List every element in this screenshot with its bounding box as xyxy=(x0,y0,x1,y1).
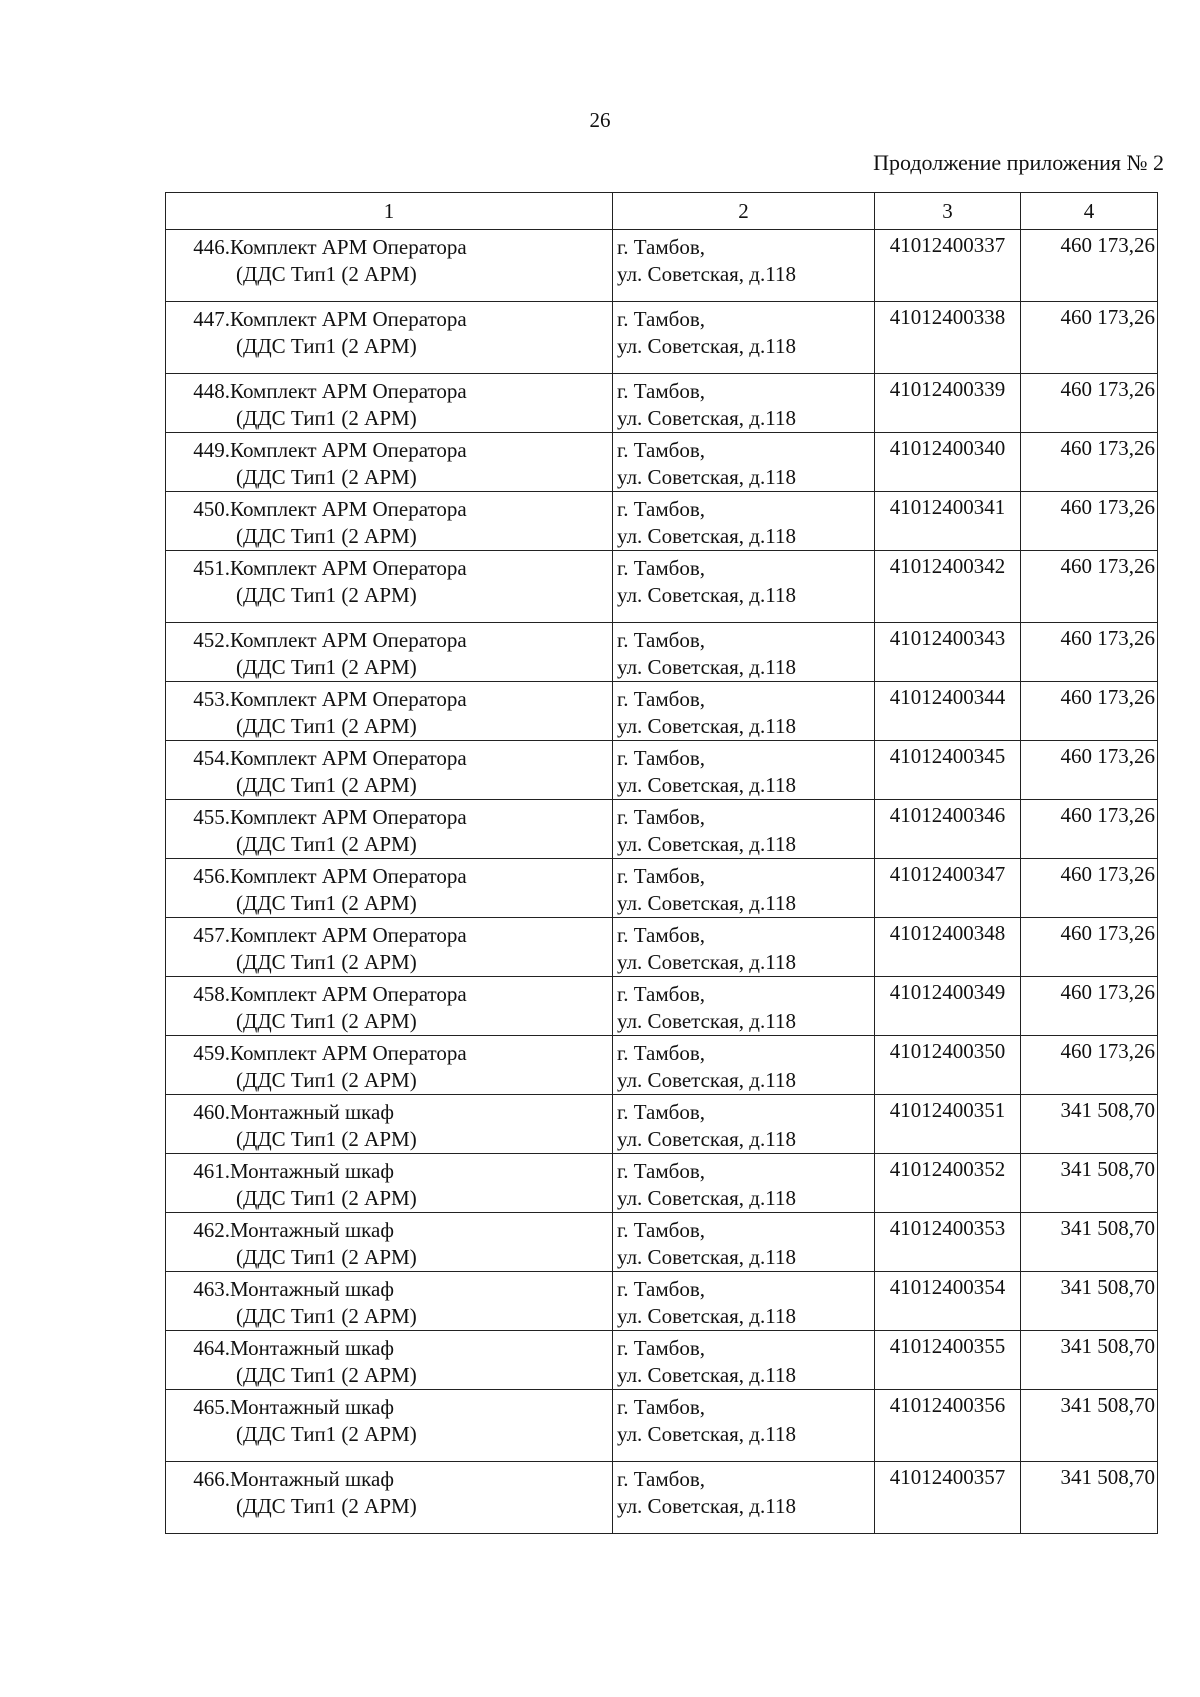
item-name: Комплект АРМ Оператора xyxy=(230,628,467,652)
table-row xyxy=(166,918,1158,977)
continuation-heading: Продолжение приложения № 2 xyxy=(873,150,1164,175)
item-subtitle: (ДДС Тип1 (2 АРМ) xyxy=(236,583,417,607)
item-number: 461. xyxy=(193,1159,230,1183)
address-city: г. Тамбов, xyxy=(617,1041,706,1065)
item-name: Комплект АРМ Оператора xyxy=(230,497,467,521)
item-name: Комплект АРМ Оператора xyxy=(230,438,467,462)
item-name-cell xyxy=(166,741,613,800)
address-cell xyxy=(613,1462,875,1534)
item-number: 453. xyxy=(193,687,230,711)
item-number: 452. xyxy=(193,628,230,652)
address-street: ул. Советская, д.118 xyxy=(617,406,796,430)
address-city: г. Тамбов, xyxy=(617,497,706,521)
item-number: 457. xyxy=(193,923,230,947)
item-name-cell xyxy=(166,682,613,741)
item-name-cell xyxy=(166,977,613,1036)
item-name: Комплект АРМ Оператора xyxy=(230,235,467,259)
item-subtitle: (ДДС Тип1 (2 АРМ) xyxy=(236,832,417,856)
item-name: Комплект АРМ Оператора xyxy=(230,864,467,888)
item-name-cell xyxy=(166,800,613,859)
table-row xyxy=(166,800,1158,859)
asset-table xyxy=(165,192,1158,1534)
item-name-cell xyxy=(166,302,613,374)
table-row xyxy=(166,1036,1158,1095)
item-subtitle: (ДДС Тип1 (2 АРМ) xyxy=(236,334,417,358)
item-name-cell xyxy=(166,492,613,551)
table-row xyxy=(166,1331,1158,1390)
table-body xyxy=(166,230,1158,1534)
item-name: Комплект АРМ Оператора xyxy=(230,805,467,829)
inventory-number: 41012400354 xyxy=(875,1272,1021,1331)
item-name: Комплект АРМ Оператора xyxy=(230,746,467,770)
item-name-cell xyxy=(166,1095,613,1154)
table-row xyxy=(166,741,1158,800)
item-name-cell xyxy=(166,1390,613,1462)
table-row xyxy=(166,492,1158,551)
inventory-number: 41012400338 xyxy=(875,302,1021,374)
item-name: Монтажный шкаф xyxy=(230,1159,394,1183)
address-cell xyxy=(613,1154,875,1213)
inventory-number: 41012400351 xyxy=(875,1095,1021,1154)
address-street: ул. Советская, д.118 xyxy=(617,465,796,489)
address-street: ул. Советская, д.118 xyxy=(617,1186,796,1210)
table-row xyxy=(166,230,1158,302)
address-street: ул. Советская, д.118 xyxy=(617,1363,796,1387)
address-street: ул. Советская, д.118 xyxy=(617,1245,796,1269)
address-street: ул. Советская, д.118 xyxy=(617,583,796,607)
address-cell xyxy=(613,800,875,859)
address-street: ул. Советская, д.118 xyxy=(617,950,796,974)
item-number: 458. xyxy=(193,982,230,1006)
item-price: 341 508,70 xyxy=(1021,1154,1158,1213)
address-city: г. Тамбов, xyxy=(617,628,706,652)
address-cell xyxy=(613,433,875,492)
address-cell xyxy=(613,682,875,741)
item-name-cell xyxy=(166,374,613,433)
address-street: ул. Советская, д.118 xyxy=(617,1494,796,1518)
item-name: Комплект АРМ Оператора xyxy=(230,307,467,331)
address-street: ул. Советская, д.118 xyxy=(617,334,796,358)
item-price: 341 508,70 xyxy=(1021,1390,1158,1462)
item-subtitle: (ДДС Тип1 (2 АРМ) xyxy=(236,1186,417,1210)
table-row xyxy=(166,374,1158,433)
item-subtitle: (ДДС Тип1 (2 АРМ) xyxy=(236,655,417,679)
address-street: ул. Советская, д.118 xyxy=(617,1422,796,1446)
item-price: 341 508,70 xyxy=(1021,1095,1158,1154)
column-header-1: 1 xyxy=(166,193,613,230)
item-subtitle: (ДДС Тип1 (2 АРМ) xyxy=(236,1422,417,1446)
item-name: Комплект АРМ Оператора xyxy=(230,923,467,947)
inventory-number: 41012400337 xyxy=(875,230,1021,302)
table-row xyxy=(166,302,1158,374)
address-city: г. Тамбов, xyxy=(617,805,706,829)
item-subtitle: (ДДС Тип1 (2 АРМ) xyxy=(236,773,417,797)
item-name-cell xyxy=(166,623,613,682)
item-subtitle: (ДДС Тип1 (2 АРМ) xyxy=(236,1009,417,1033)
header-row xyxy=(166,193,1158,230)
item-price: 460 173,26 xyxy=(1021,741,1158,800)
address-cell xyxy=(613,1095,875,1154)
address-street: ул. Советская, д.118 xyxy=(617,1304,796,1328)
address-cell xyxy=(613,492,875,551)
address-city: г. Тамбов, xyxy=(617,235,706,259)
item-price: 460 173,26 xyxy=(1021,230,1158,302)
address-cell xyxy=(613,551,875,623)
item-number: 460. xyxy=(193,1100,230,1124)
item-name: Монтажный шкаф xyxy=(230,1277,394,1301)
address-cell xyxy=(613,977,875,1036)
address-street: ул. Советская, д.118 xyxy=(617,714,796,738)
address-street: ул. Советская, д.118 xyxy=(617,1009,796,1033)
item-name: Монтажный шкаф xyxy=(230,1218,394,1242)
table-row xyxy=(166,682,1158,741)
item-name: Комплект АРМ Оператора xyxy=(230,379,467,403)
address-street: ул. Советская, д.118 xyxy=(617,524,796,548)
inventory-number: 41012400340 xyxy=(875,433,1021,492)
item-price: 460 173,26 xyxy=(1021,623,1158,682)
item-number: 464. xyxy=(193,1336,230,1360)
item-price: 460 173,26 xyxy=(1021,302,1158,374)
item-name-cell xyxy=(166,918,613,977)
address-city: г. Тамбов, xyxy=(617,923,706,947)
item-name-cell xyxy=(166,1213,613,1272)
item-name: Монтажный шкаф xyxy=(230,1467,394,1491)
item-number: 448. xyxy=(193,379,230,403)
address-city: г. Тамбов, xyxy=(617,307,706,331)
item-name-cell xyxy=(166,433,613,492)
item-subtitle: (ДДС Тип1 (2 АРМ) xyxy=(236,1245,417,1269)
inventory-number: 41012400346 xyxy=(875,800,1021,859)
address-cell xyxy=(613,1272,875,1331)
inventory-number: 41012400341 xyxy=(875,492,1021,551)
table-row xyxy=(166,433,1158,492)
inventory-number: 41012400347 xyxy=(875,859,1021,918)
address-city: г. Тамбов, xyxy=(617,746,706,770)
item-name: Комплект АРМ Оператора xyxy=(230,687,467,711)
address-cell xyxy=(613,374,875,433)
item-number: 455. xyxy=(193,805,230,829)
item-price: 460 173,26 xyxy=(1021,492,1158,551)
inventory-number: 41012400343 xyxy=(875,623,1021,682)
address-street: ул. Советская, д.118 xyxy=(617,655,796,679)
inventory-number: 41012400357 xyxy=(875,1462,1021,1534)
item-name: Комплект АРМ Оператора xyxy=(230,982,467,1006)
table-row xyxy=(166,1272,1158,1331)
item-name: Монтажный шкаф xyxy=(230,1336,394,1360)
item-price: 341 508,70 xyxy=(1021,1462,1158,1534)
address-city: г. Тамбов, xyxy=(617,982,706,1006)
column-header-3: 3 xyxy=(875,193,1021,230)
item-number: 449. xyxy=(193,438,230,462)
address-cell xyxy=(613,1213,875,1272)
address-city: г. Тамбов, xyxy=(617,687,706,711)
table-row xyxy=(166,1095,1158,1154)
item-price: 460 173,26 xyxy=(1021,682,1158,741)
item-name-cell xyxy=(166,1154,613,1213)
item-number: 454. xyxy=(193,746,230,770)
table-row xyxy=(166,1154,1158,1213)
inventory-number: 41012400352 xyxy=(875,1154,1021,1213)
address-cell xyxy=(613,1331,875,1390)
address-city: г. Тамбов, xyxy=(617,1159,706,1183)
address-street: ул. Советская, д.118 xyxy=(617,773,796,797)
item-name-cell xyxy=(166,230,613,302)
inventory-number: 41012400348 xyxy=(875,918,1021,977)
item-subtitle: (ДДС Тип1 (2 АРМ) xyxy=(236,262,417,286)
inventory-number: 41012400342 xyxy=(875,551,1021,623)
address-city: г. Тамбов, xyxy=(617,1277,706,1301)
item-name: Комплект АРМ Оператора xyxy=(230,556,467,580)
table-row xyxy=(166,1462,1158,1534)
item-subtitle: (ДДС Тип1 (2 АРМ) xyxy=(236,1127,417,1151)
address-cell xyxy=(613,918,875,977)
address-city: г. Тамбов, xyxy=(617,1336,706,1360)
table-row xyxy=(166,623,1158,682)
page-number: 26 xyxy=(589,108,611,132)
item-number: 463. xyxy=(193,1277,230,1301)
item-subtitle: (ДДС Тип1 (2 АРМ) xyxy=(236,406,417,430)
inventory-number: 41012400345 xyxy=(875,741,1021,800)
address-cell xyxy=(613,302,875,374)
address-street: ул. Советская, д.118 xyxy=(617,1068,796,1092)
address-cell xyxy=(613,859,875,918)
inventory-number: 41012400355 xyxy=(875,1331,1021,1390)
address-city: г. Тамбов, xyxy=(617,864,706,888)
item-price: 460 173,26 xyxy=(1021,551,1158,623)
address-street: ул. Советская, д.118 xyxy=(617,832,796,856)
inventory-number: 41012400339 xyxy=(875,374,1021,433)
item-name-cell xyxy=(166,1462,613,1534)
item-price: 460 173,26 xyxy=(1021,918,1158,977)
item-price: 341 508,70 xyxy=(1021,1331,1158,1390)
address-street: ул. Советская, д.118 xyxy=(617,1127,796,1151)
item-name-cell xyxy=(166,859,613,918)
table-row xyxy=(166,859,1158,918)
item-subtitle: (ДДС Тип1 (2 АРМ) xyxy=(236,1304,417,1328)
item-subtitle: (ДДС Тип1 (2 АРМ) xyxy=(236,891,417,915)
item-number: 456. xyxy=(193,864,230,888)
item-price: 460 173,26 xyxy=(1021,374,1158,433)
table-row xyxy=(166,1390,1158,1462)
item-price: 341 508,70 xyxy=(1021,1272,1158,1331)
address-city: г. Тамбов, xyxy=(617,1467,706,1491)
item-price: 460 173,26 xyxy=(1021,977,1158,1036)
item-name: Монтажный шкаф xyxy=(230,1395,394,1419)
item-subtitle: (ДДС Тип1 (2 АРМ) xyxy=(236,1494,417,1518)
item-name-cell xyxy=(166,1272,613,1331)
item-price: 460 173,26 xyxy=(1021,1036,1158,1095)
column-header-2: 2 xyxy=(613,193,875,230)
item-price: 341 508,70 xyxy=(1021,1213,1158,1272)
item-number: 451. xyxy=(193,556,230,580)
item-name-cell xyxy=(166,1331,613,1390)
item-number: 447. xyxy=(193,307,230,331)
item-number: 462. xyxy=(193,1218,230,1242)
address-cell xyxy=(613,623,875,682)
address-cell xyxy=(613,741,875,800)
address-cell xyxy=(613,1036,875,1095)
item-subtitle: (ДДС Тип1 (2 АРМ) xyxy=(236,1363,417,1387)
item-subtitle: (ДДС Тип1 (2 АРМ) xyxy=(236,524,417,548)
item-number: 450. xyxy=(193,497,230,521)
inventory-number: 41012400356 xyxy=(875,1390,1021,1462)
address-city: г. Тамбов, xyxy=(617,1218,706,1242)
item-price: 460 173,26 xyxy=(1021,859,1158,918)
address-city: г. Тамбов, xyxy=(617,556,706,580)
address-city: г. Тамбов, xyxy=(617,1395,706,1419)
item-name-cell xyxy=(166,551,613,623)
item-subtitle: (ДДС Тип1 (2 АРМ) xyxy=(236,1068,417,1092)
item-name: Комплект АРМ Оператора xyxy=(230,1041,467,1065)
table-row xyxy=(166,551,1158,623)
item-subtitle: (ДДС Тип1 (2 АРМ) xyxy=(236,714,417,738)
item-subtitle: (ДДС Тип1 (2 АРМ) xyxy=(236,465,417,489)
inventory-number: 41012400349 xyxy=(875,977,1021,1036)
item-number: 465. xyxy=(193,1395,230,1419)
item-number: 446. xyxy=(193,235,230,259)
item-name-cell xyxy=(166,1036,613,1095)
item-number: 459. xyxy=(193,1041,230,1065)
table-row xyxy=(166,977,1158,1036)
item-subtitle: (ДДС Тип1 (2 АРМ) xyxy=(236,950,417,974)
inventory-number: 41012400350 xyxy=(875,1036,1021,1095)
address-cell xyxy=(613,1390,875,1462)
address-city: г. Тамбов, xyxy=(617,438,706,462)
column-header-4: 4 xyxy=(1021,193,1158,230)
inventory-number: 41012400353 xyxy=(875,1213,1021,1272)
address-city: г. Тамбов, xyxy=(617,1100,706,1124)
item-price: 460 173,26 xyxy=(1021,800,1158,859)
address-city: г. Тамбов, xyxy=(617,379,706,403)
table-row xyxy=(166,1213,1158,1272)
address-street: ул. Советская, д.118 xyxy=(617,891,796,915)
inventory-number: 41012400344 xyxy=(875,682,1021,741)
item-number: 466. xyxy=(193,1467,230,1491)
item-name: Монтажный шкаф xyxy=(230,1100,394,1124)
address-street: ул. Советская, д.118 xyxy=(617,262,796,286)
item-price: 460 173,26 xyxy=(1021,433,1158,492)
address-cell xyxy=(613,230,875,302)
